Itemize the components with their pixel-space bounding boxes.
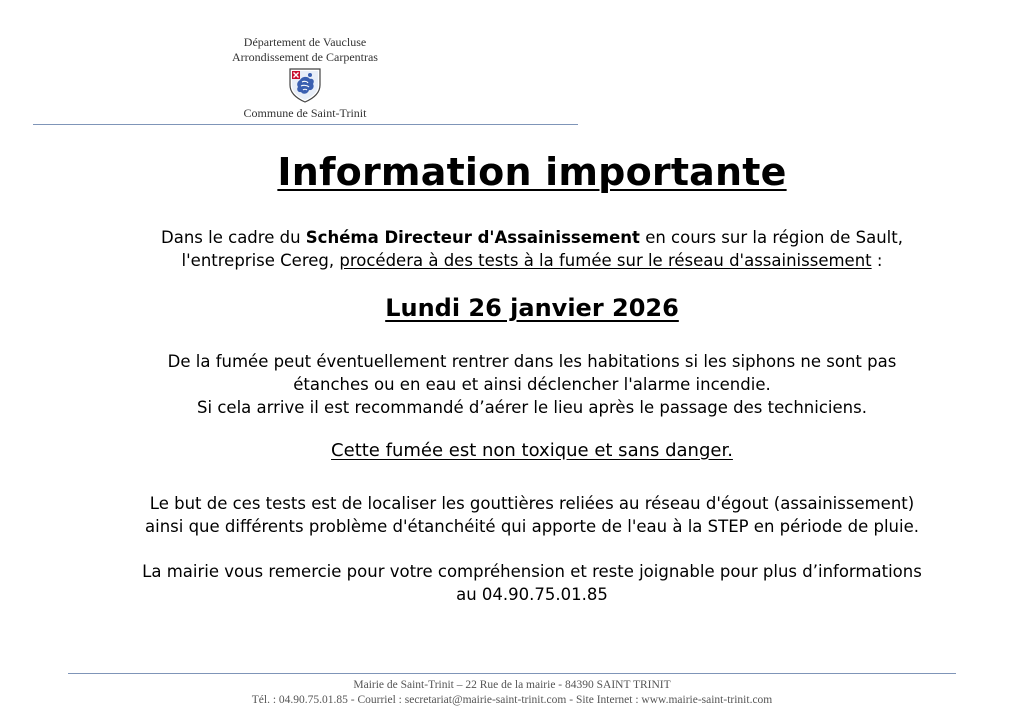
coat-of-arms-icon (288, 67, 322, 103)
intro-paragraph (0, 226, 1024, 272)
commune-name: Commune de Saint-Trinit (243, 106, 367, 120)
closing-phone-line: au 04.90.75.01.85 (456, 585, 608, 604)
footer-address: Mairie de Saint-Trinit – 22 Rue de la mairie - 84390 SAINT TRINIT (353, 679, 671, 691)
smoke-line: Si cela arrive il est recommandé d’aérer le lieu après le passage des techniciens. (197, 398, 867, 417)
safety-notice: Cette fumée est non toxique et sans danger. (331, 440, 733, 461)
intro-text: : (871, 251, 883, 270)
purpose-paragraph (0, 492, 1024, 538)
footer (0, 678, 1024, 708)
smoke-line: étanches ou en eau et ainsi déclencher l'alarme incendie. (293, 375, 771, 394)
test-date: Lundi 26 janvier 2026 (385, 294, 679, 322)
closing-paragraph (0, 560, 1024, 606)
schema-directeur-name: Schéma Directeur d'Assainissement (305, 228, 640, 247)
smoke-paragraph (0, 350, 1024, 419)
smoke-test-announcement: procédera à des tests à la fumée sur le réseau d'assainissement (339, 251, 872, 270)
intro-line-1 (0, 226, 1024, 249)
page-title: Information importante (277, 150, 787, 194)
arrondissement-name: Arrondissement de Carpentras (232, 50, 378, 64)
intro-text: en cours sur la région de Sault, (639, 228, 903, 247)
smoke-line: De la fumée peut éventuellement rentrer dans les habitations si les siphons ne sont pas (167, 352, 897, 371)
header-divider (33, 124, 578, 125)
closing-line: La mairie vous remercie pour votre compréhension et reste joignable pour plus d’informations (142, 562, 922, 581)
department-name: Département de Vaucluse (243, 35, 367, 49)
letterhead (200, 35, 410, 121)
intro-text: Dans le cadre du (161, 228, 306, 247)
intro-text: l'entreprise Cereg, (181, 251, 340, 270)
purpose-line: Le but de ces tests est de localiser les gouttières reliées au réseau d'égout (assainissement) (149, 494, 915, 513)
purpose-line: ainsi que différents problème d'étanchéité qui apporte de l'eau à la STEP en période de pluie. (145, 517, 919, 536)
footer-contact: Tél. : 04.90.75.01.85 - Courriel : secretariat@mairie-saint-trinit.com - Site Internet : www.mairie-saint-trinit.com (251, 694, 773, 706)
footer-divider (68, 673, 956, 674)
intro-line-2 (0, 249, 1024, 272)
